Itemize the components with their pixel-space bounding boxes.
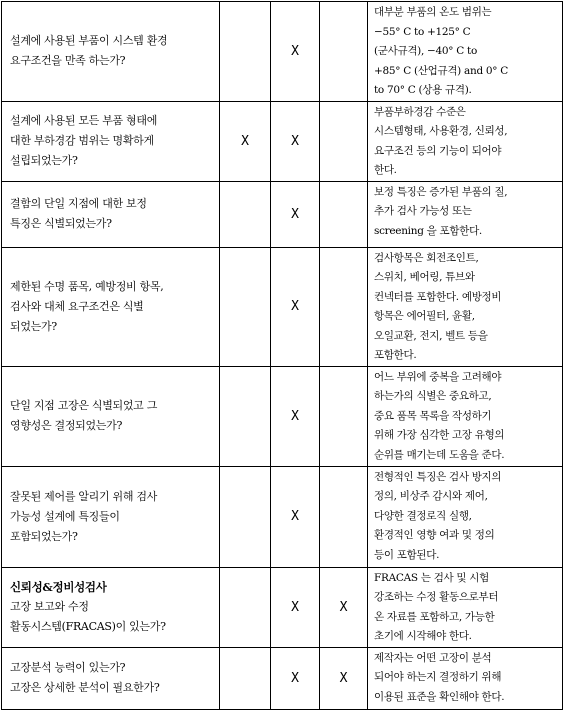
note-line: to 70° C (상용 규격).: [374, 84, 472, 96]
question-line: 활동시스템(FRACAS)이 있는가?: [10, 620, 166, 633]
check-mark-col-3: [320, 366, 368, 466]
note-line: 순위를 매기는데 도움을 준다.: [374, 448, 505, 461]
check-mark-col-3: [320, 181, 368, 247]
note-cell: [368, 2, 563, 102]
question-line: 특징은 식별되었는가?: [10, 217, 112, 230]
note-cell: [368, 181, 563, 247]
note-line: 온 자료를 포함하고, 가능한: [374, 610, 495, 623]
checklist-table: [1, 1, 563, 710]
check-mark-col-2: X: [271, 247, 320, 366]
question-line: 영향성은 결정되었는가?: [10, 419, 123, 432]
question-line: 설계에 사용된 부품이 시스템 환경: [10, 34, 168, 48]
note-line: 스위치, 베어링, 튜브와: [374, 271, 475, 283]
note-line: 위해 가장 심각한 고장 유형의: [374, 429, 505, 441]
question-line: 설립되었는가?: [10, 154, 78, 167]
note-line: 포함한다.: [374, 349, 417, 361]
table-row: [2, 567, 563, 647]
note-line: 오일교환, 전지, 벨트 등을: [374, 329, 488, 342]
note-line: FRACAS 는 검사 및 시험: [374, 571, 489, 584]
check-mark-col-2: X: [271, 366, 320, 466]
question-line: 단일 지점 고장은 식별되었고 그: [10, 399, 158, 412]
check-mark-col-3: X: [320, 647, 368, 709]
question-line: 고장분석 능력이 있는가?: [10, 661, 126, 674]
question-line: 잘못된 제어를 알리기 위해 검사: [10, 489, 158, 503]
note-cell: [368, 366, 563, 466]
note-line: screening 을 포함한다.: [374, 224, 482, 237]
checklist-body: [2, 2, 563, 710]
question-line: 제한된 수명 품목, 예방정비 항목,: [10, 279, 164, 293]
check-mark-col-1: [220, 366, 271, 466]
table-row: [2, 366, 563, 466]
check-mark-col-1: X: [220, 101, 271, 181]
question-line: 요구조건을 만족 하는가?: [10, 54, 126, 68]
check-mark-col-2: X: [271, 101, 320, 181]
note-line: −55° C to +125° C: [374, 25, 471, 38]
question-line: 결함의 단일 지점에 대한 보정: [10, 197, 147, 210]
question-cell: [2, 181, 220, 247]
table-row: [2, 247, 563, 366]
note-line: 한다.: [374, 164, 397, 176]
check-mark-col-1: [220, 181, 271, 247]
note-line: 어느 부위에 중복을 고려해야: [374, 370, 502, 383]
note-line: (군사규격), −40° C to: [374, 45, 477, 57]
section-heading: 신뢰성&정비성검사: [10, 580, 107, 594]
question-cell: [2, 647, 220, 709]
check-mark-col-1: [220, 2, 271, 102]
check-mark-col-3: [320, 466, 368, 567]
check-mark-col-2: X: [271, 181, 320, 247]
check-mark-col-3: [320, 2, 368, 102]
question-cell: [2, 567, 220, 647]
note-line: 제작자는 어떤 고장이 분석: [374, 651, 492, 664]
question-cell: [2, 466, 220, 567]
note-line: 중요 품목 목록을 작성하기: [374, 409, 492, 422]
check-mark-col-2: X: [271, 647, 320, 709]
note-line: 요구조건 등의 기능이 되어야: [374, 144, 502, 157]
question-line: 고장 보고와 수정: [10, 600, 89, 613]
check-mark-col-1: [220, 647, 271, 709]
note-line: 부품부하경감 수준은: [374, 105, 466, 118]
note-line: +85° C (산업규격) and 0° C: [374, 64, 509, 77]
question-line: 대한 부하경감 범위는 명확하게: [10, 134, 154, 147]
question-line: 가능성 설계에 특징들이: [10, 509, 120, 523]
note-cell: [368, 101, 563, 181]
note-line: 시스템형태, 사용환경, 신뢰성,: [374, 125, 508, 137]
question-cell: [2, 2, 220, 102]
question-line: 검사와 대체 요구조건은 식별: [10, 299, 144, 313]
note-line: 이용된 표준을 확인해야 한다.: [374, 690, 505, 703]
note-line: 대부분 부품의 온도 범위는: [374, 6, 492, 18]
check-mark-col-3: [320, 247, 368, 366]
check-mark-col-1: [220, 466, 271, 567]
note-cell: [368, 647, 563, 709]
check-mark-col-3: X: [320, 567, 368, 647]
note-line: 보정 특징은 증가된 부품의 질,: [374, 185, 508, 198]
check-mark-col-3: [320, 101, 368, 181]
table-row: [2, 181, 563, 247]
check-mark-col-2: X: [271, 466, 320, 567]
question-cell: [2, 366, 220, 466]
note-line: 검사항목은 회전조인트,: [374, 251, 479, 264]
question-cell: [2, 247, 220, 366]
note-cell: [368, 466, 563, 567]
question-cell: [2, 101, 220, 181]
note-cell: [368, 247, 563, 366]
table-row: [2, 647, 563, 709]
note-line: 환경적인 영향 여과 및 정의: [374, 529, 495, 541]
table-row: [2, 466, 563, 567]
note-line: 컨넥터를 포함한다. 예방정비: [374, 290, 502, 303]
question-line: 고장은 상세한 분석이 필요한가?: [10, 681, 160, 694]
check-mark-col-1: [220, 247, 271, 366]
question-line: 되었는가?: [10, 319, 57, 333]
note-line: 다양한 결정로직 실행,: [374, 509, 472, 522]
note-line: 강조하는 수정 활동으로부터: [374, 591, 499, 603]
note-cell: [368, 567, 563, 647]
note-line: 항목은 에어필터, 윤활,: [374, 310, 475, 322]
note-line: 초기에 시작해야 한다.: [374, 630, 472, 642]
check-mark-col-2: X: [271, 567, 320, 647]
question-line: 포함되었는가?: [10, 529, 78, 543]
check-mark-col-2: X: [271, 2, 320, 102]
check-mark-col-1: [220, 567, 271, 647]
table-row: [2, 2, 563, 102]
note-line: 정의, 비상주 감시와 제어,: [374, 490, 488, 502]
table-row: [2, 101, 563, 181]
note-line: 추가 검사 가능성 또는: [374, 205, 472, 217]
question-line: 설계에 사용된 모든 부품 형태에: [10, 114, 158, 127]
note-line: 등이 포함된다.: [374, 548, 440, 561]
note-line: 하는가의 식별은 중요하고,: [374, 390, 492, 402]
note-line: 전형적인 특징은 검사 방지의: [374, 470, 502, 483]
note-line: 되어야 하는지 결정하기 위해: [374, 671, 502, 683]
